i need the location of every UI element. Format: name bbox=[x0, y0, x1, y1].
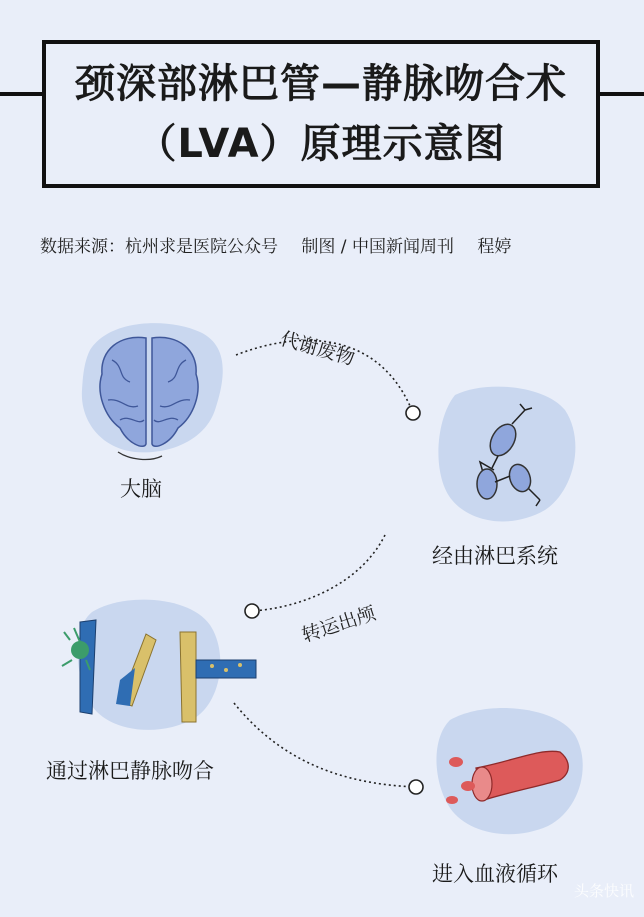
label-lva: 通过淋巴静脉吻合 bbox=[46, 759, 214, 783]
blood-illustration bbox=[436, 708, 582, 834]
brain-illustration bbox=[82, 323, 223, 459]
lymph-vessel-right bbox=[180, 632, 196, 722]
lva-illustration bbox=[62, 600, 256, 730]
data-source: 数据来源：杭州求是医院公众号 bbox=[40, 237, 278, 257]
lymph-node-icon bbox=[477, 469, 497, 499]
edge-label-transport-out: 转运出颅 bbox=[299, 602, 379, 647]
chart-credit: 制图 / 中国新闻周刊 bbox=[301, 237, 454, 257]
watermark: 头条快讯 bbox=[573, 882, 634, 900]
lymph-blob bbox=[438, 387, 575, 522]
red-blood-cell bbox=[449, 757, 463, 767]
connector-lva-blood bbox=[234, 703, 416, 787]
label-blood: 进入血液循环 bbox=[432, 862, 558, 886]
label-brain: 大脑 bbox=[120, 477, 162, 501]
red-blood-cell bbox=[461, 781, 475, 791]
edge-label-metabolic-waste: 代谢废物 bbox=[277, 327, 357, 370]
title-line-2: （LVA）原理示意图 bbox=[130, 114, 511, 174]
lymph-illustration bbox=[438, 387, 575, 522]
author-credit: 程婷 bbox=[477, 237, 512, 257]
label-lymph: 经由淋巴系统 bbox=[432, 544, 558, 568]
title-line-1: 颈深部淋巴管—静脉吻合术 bbox=[69, 54, 573, 114]
red-blood-cell bbox=[446, 796, 458, 804]
